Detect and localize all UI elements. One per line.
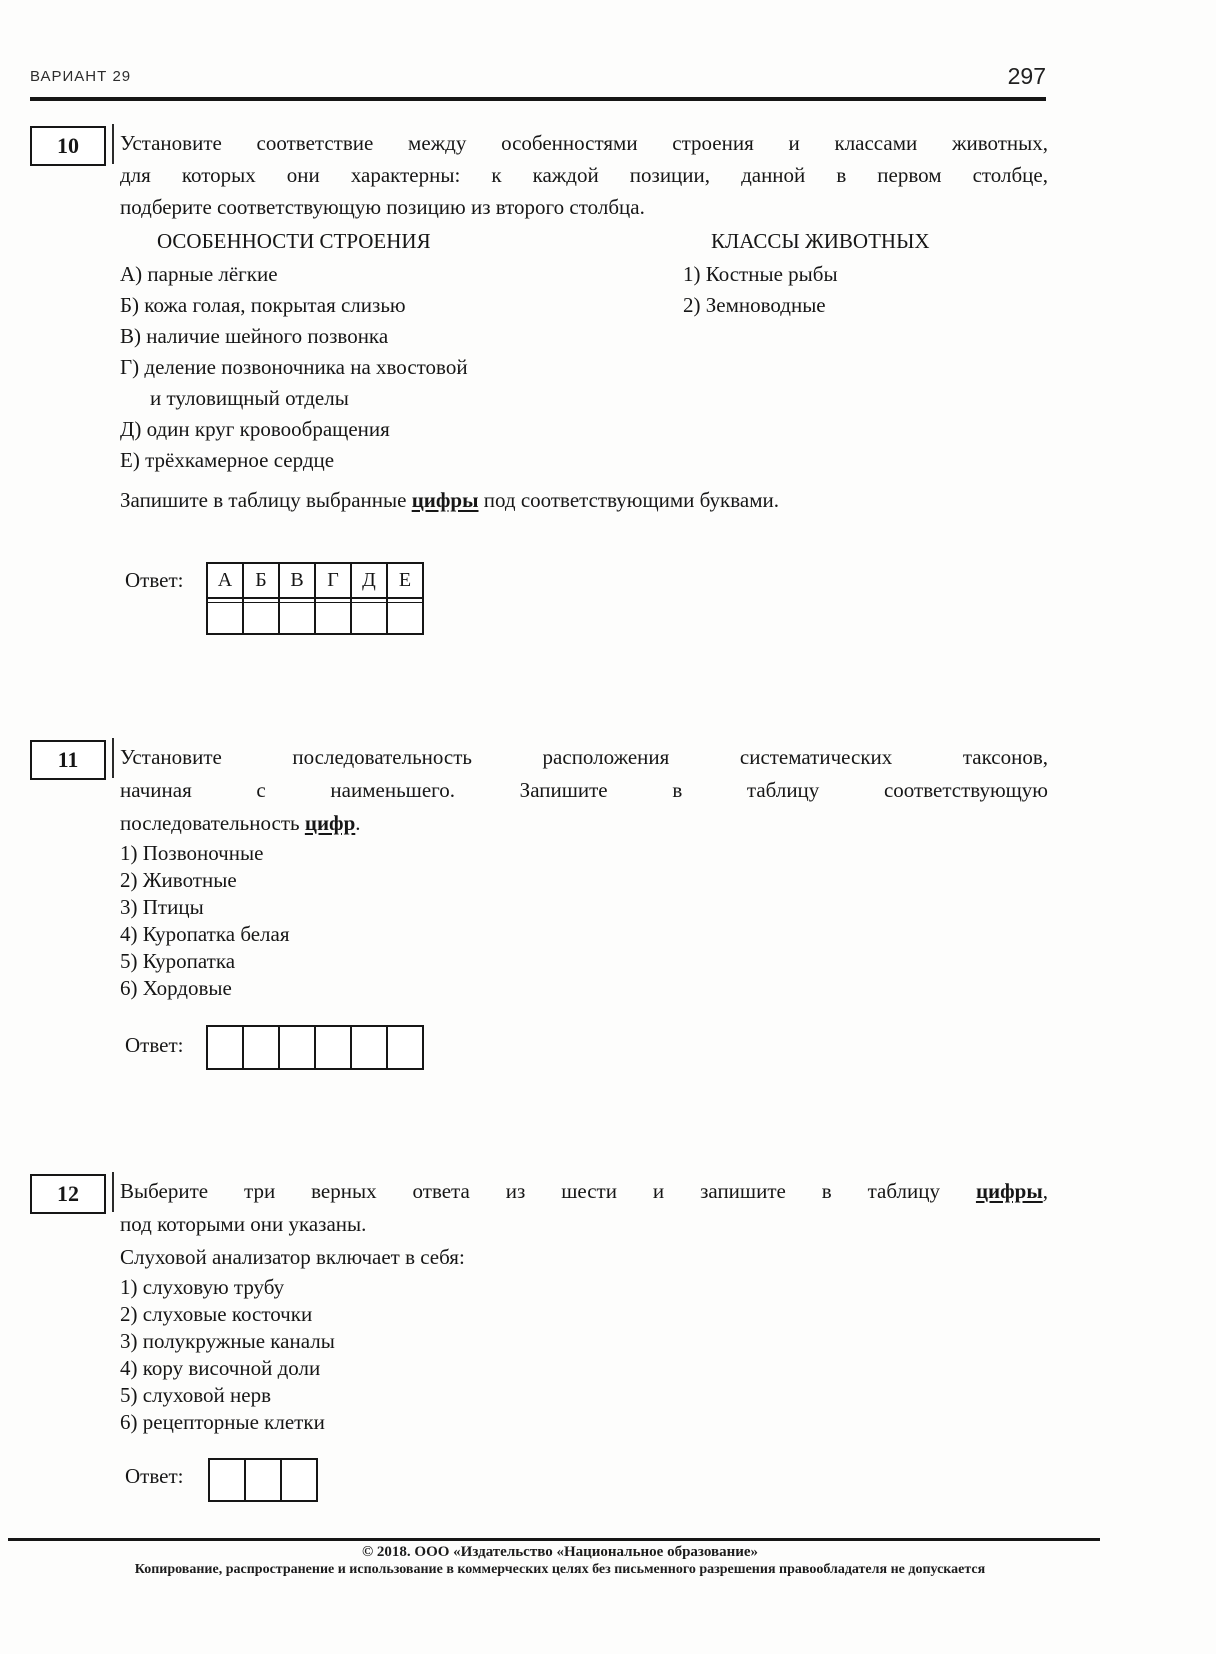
- question-10-line-1: Установите соответствие между особенностями строения и классами животных,: [120, 131, 1048, 155]
- answer-entry-cell: [316, 1027, 352, 1068]
- question-10-text: [120, 127, 1048, 223]
- q10-right-column-header: КЛАССЫ ЖИВОТНЫХ: [711, 229, 930, 253]
- list-item: А) парные лёгкие: [120, 262, 278, 286]
- q12-answer-table: [208, 1458, 318, 1502]
- q11-line3-emphasis: цифр: [304, 811, 356, 835]
- q12-answer-entry-row: [210, 1460, 316, 1500]
- rule-gap-cell: [280, 599, 316, 602]
- q10-right-item-list: [683, 259, 838, 321]
- q12-answer-label: Ответ:: [125, 1464, 184, 1488]
- answer-entry-cell: [352, 603, 388, 633]
- question-10-divider: [112, 124, 114, 164]
- q12-item-list: [120, 1274, 335, 1436]
- q11-line3-text-end: .: [355, 811, 361, 835]
- list-item: 1) Костные рыбы: [683, 262, 838, 286]
- question-10-line-2: для которых они характерны: к каждой позиции, данной в первом столбце,: [120, 163, 1048, 187]
- question-12-line-2: под которыми они указаны.: [120, 1212, 367, 1236]
- rule-gap-cell: [208, 599, 244, 602]
- q10-answer-header-row: [208, 564, 422, 599]
- list-item: 6) Хордовые: [120, 976, 232, 1000]
- answer-header-cell: Б: [244, 564, 280, 597]
- copyright-line: © 2018. ООО «Издательство «Национальное образование»: [361, 1544, 759, 1560]
- question-12-line-1: [120, 1175, 1048, 1208]
- answer-entry-cell: [246, 1460, 282, 1500]
- answer-entry-cell: [210, 1460, 246, 1500]
- list-item: Г) деление позвоночника на хвостовой: [120, 355, 468, 379]
- list-item: 3) Птицы: [120, 895, 204, 919]
- answer-entry-cell: [388, 1027, 422, 1068]
- answer-entry-cell: [280, 1027, 316, 1068]
- answer-header-cell: Д: [352, 564, 388, 597]
- question-10-number-box: [30, 126, 106, 166]
- q11-answer-table: [206, 1025, 424, 1070]
- question-11-line-2: начиная с наименьшего. Запишите в таблицу соответствующую: [120, 778, 1048, 802]
- rule-gap-cell: [388, 599, 422, 602]
- answer-entry-cell: [244, 603, 280, 633]
- question-12-text: [120, 1175, 1048, 1274]
- question-11-number: 11: [57, 747, 79, 772]
- list-item: 2) Животные: [120, 868, 237, 892]
- answer-header-cell: Е: [398, 569, 412, 591]
- list-item: 6) рецепторные клетки: [120, 1410, 325, 1434]
- question-12-divider: [112, 1172, 114, 1212]
- q10-instruction-emphasis: цифры: [411, 488, 479, 512]
- answer-header-cell: Г: [316, 564, 352, 597]
- list-item: В) наличие шейного позвонка: [120, 324, 389, 348]
- rule-gap-cell: [244, 599, 280, 602]
- list-item: 4) кору височной доли: [120, 1356, 321, 1380]
- answer-entry-cell: [282, 1460, 316, 1500]
- variant-label: ВАРИАНТ 29: [30, 68, 132, 85]
- q10-answer-table: [206, 562, 424, 635]
- q10-left-column-header: ОСОБЕННОСТИ СТРОЕНИЯ: [157, 229, 431, 253]
- list-item: 2) слуховые косточки: [120, 1302, 313, 1326]
- q12-line1-text: Выберите три верных ответа из шести и запишите в таблицу: [120, 1179, 976, 1203]
- answer-entry-cell: [388, 603, 422, 633]
- q10-instruction-text: Запишите в таблицу выбранные: [120, 488, 412, 512]
- answer-entry-cell: [316, 603, 352, 633]
- q10-answer-label: Ответ:: [125, 568, 184, 592]
- answer-header-cell: В: [280, 564, 316, 597]
- question-12-line-3: Слуховой анализатор включает в себя:: [120, 1245, 465, 1269]
- q10-instruction: [120, 488, 779, 513]
- list-item: Е) трёхкамерное сердце: [120, 448, 335, 472]
- question-11-number-box: [30, 740, 106, 780]
- q12-line1-emphasis: цифры: [975, 1179, 1043, 1203]
- q11-line3-text: последовательность: [120, 811, 305, 835]
- question-10-line-3: подберите соответствующую позицию из второго столбца.: [120, 195, 645, 219]
- rule-gap-cell: [316, 599, 352, 602]
- footer-rule: [8, 1538, 1100, 1541]
- answer-entry-cell: [280, 603, 316, 633]
- q12-line1-text-end: ,: [1042, 1179, 1048, 1203]
- question-11-divider: [112, 738, 114, 778]
- question-11-text: [120, 741, 1048, 840]
- answer-entry-cell: [244, 1027, 280, 1068]
- list-item: 5) слуховой нерв: [120, 1383, 271, 1407]
- answer-entry-cell: [208, 1027, 244, 1068]
- question-12-number-box: [30, 1174, 106, 1214]
- q11-answer-label: Ответ:: [125, 1033, 184, 1057]
- header-rule: [30, 97, 1046, 101]
- answer-entry-cell: [352, 1027, 388, 1068]
- q10-left-item-list: [120, 259, 468, 476]
- list-item-continuation: и туловищный отделы: [150, 386, 349, 410]
- q10-instruction-text-end: под соответствующими буквами.: [478, 488, 779, 512]
- answer-entry-cell: [208, 603, 244, 633]
- list-item: Д) один круг кровообращения: [120, 417, 390, 441]
- list-item: 1) Позвоночные: [120, 841, 264, 865]
- question-10-number: 10: [57, 133, 79, 158]
- list-item: 4) Куропатка белая: [120, 922, 290, 946]
- list-item: 5) Куропатка: [120, 949, 236, 973]
- answer-header-cell: А: [208, 564, 244, 597]
- q11-answer-entry-row: [208, 1027, 422, 1068]
- question-11-line-1: Установите последовательность расположения систематических таксонов,: [120, 745, 1048, 769]
- q11-item-list: [120, 840, 290, 1002]
- question-12-number: 12: [57, 1181, 79, 1206]
- notice-line: Копирование, распространение и использование в коммерческих целях без письменного разрешения правообладателя не допускается: [134, 1562, 986, 1577]
- rule-gap-cell: [352, 599, 388, 602]
- list-item: 1) слуховую трубу: [120, 1275, 285, 1299]
- list-item: 3) полукружные каналы: [120, 1329, 335, 1353]
- page-number: 297: [1007, 63, 1046, 89]
- q10-answer-entry-row: [208, 603, 422, 633]
- list-item: 2) Земноводные: [683, 293, 826, 317]
- list-item: Б) кожа голая, покрытая слизью: [120, 293, 406, 317]
- question-11-line-3: [120, 807, 1048, 840]
